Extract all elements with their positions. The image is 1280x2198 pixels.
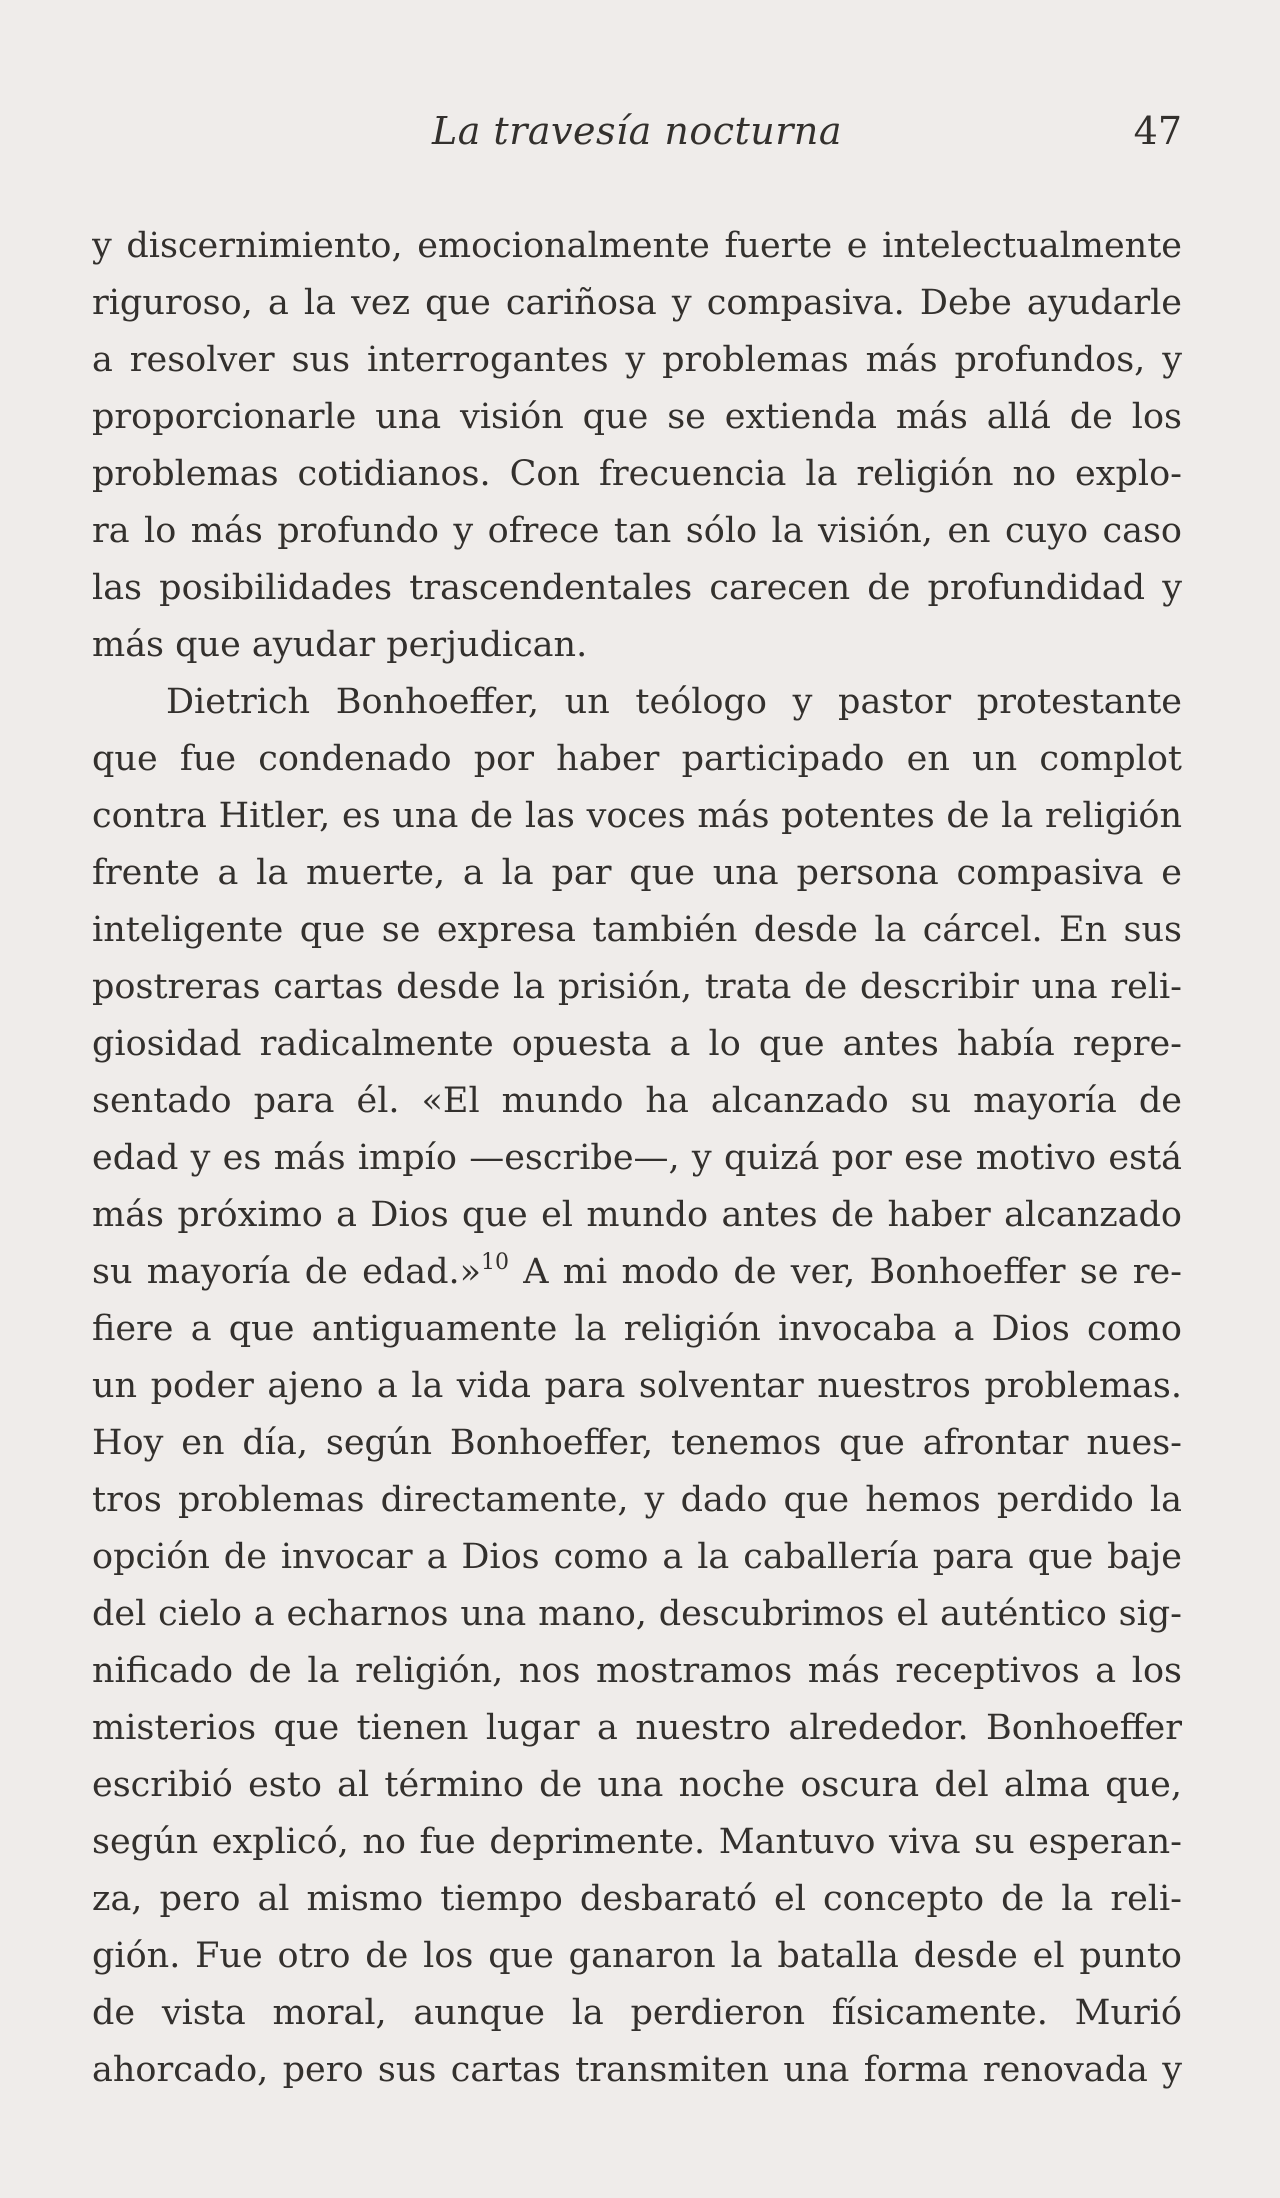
text-line: riguroso, a la vez que cariñosa y compasiva. Debe ayudarle — [92, 283, 1182, 323]
text-line: un poder ajeno a la vida para solventar nuestros problemas. — [92, 1366, 1182, 1406]
text-line: tros problemas directamente, y dado que hemos perdido la — [92, 1480, 1182, 1520]
text-line: de vista moral, aunque la perdieron físicamente. Murió — [92, 1993, 1182, 2033]
text-line: y discernimiento, emocionalmente fuerte e intelectualmente — [92, 226, 1182, 266]
text-line: postreras cartas desde la prisión, trata de describir una reli- — [92, 967, 1182, 1007]
text-line: inteligente que se expresa también desde la cárcel. En sus — [92, 910, 1182, 950]
text-line: del cielo a echarnos una mano, descubrimos el auténtico sig- — [92, 1594, 1182, 1634]
note-line-after: A mi modo de ver, Bonhoeffer se re- — [509, 1252, 1182, 1292]
text-line: ahorcado, pero sus cartas transmiten una forma renovada y — [92, 2050, 1182, 2090]
text-line: za, pero al mismo tiempo desbarató el concepto de la reli- — [92, 1879, 1182, 1919]
text-line: Hoy en día, según Bonhoeffer, tenemos que afrontar nues- — [92, 1423, 1182, 1463]
text-line: más próximo a Dios que el mundo antes de haber alcanzado — [92, 1195, 1182, 1235]
text-line: que fue condenado por haber participado en un complot — [92, 739, 1182, 779]
text-line: frente a la muerte, a la par que una persona compasiva e — [92, 853, 1182, 893]
text-line: contra Hitler, es una de las voces más potentes de la religión — [92, 796, 1182, 836]
footnote-reference: 10 — [481, 1250, 510, 1275]
text-line: nificado de la religión, nos mostramos más receptivos a los — [92, 1651, 1182, 1691]
text-line: proporcionarle una visión que se extienda más allá de los — [92, 397, 1182, 437]
text-line: ra lo más profundo y ofrece tan sólo la visión, en cuyo caso — [92, 511, 1182, 551]
text-line: problemas cotidianos. Con frecuencia la religión no explo- — [92, 454, 1182, 494]
note-line-before: su mayoría de edad.» — [92, 1252, 482, 1292]
paragraph-1 — [92, 218, 1182, 674]
text-line: misterios que tienen lugar a nuestro alrededor. Bonhoeffer — [92, 1708, 1182, 1748]
body-text — [92, 218, 1182, 2099]
text-line: a resolver sus interrogantes y problemas más profundos, y — [92, 340, 1182, 380]
text-line: giosidad radicalmente opuesta a lo que antes había repre- — [92, 1024, 1182, 1064]
page-number: 47 — [1133, 109, 1182, 153]
running-head — [92, 106, 1182, 156]
text-line: opción de invocar a Dios como a la caballería para que baje — [92, 1537, 1182, 1577]
text-line: las posibilidades trascendentales carecen de profundidad y — [92, 568, 1182, 608]
text-line: escribió esto al término de una noche oscura del alma que, — [92, 1765, 1182, 1805]
text-line: edad y es más impío —escribe—, y quizá por ese motivo está — [92, 1138, 1182, 1178]
text-line: fiere a que antiguamente la religión invocaba a Dios como — [92, 1309, 1182, 1349]
text-line: Dietrich Bonhoeffer, un teólogo y pastor protestante — [166, 682, 1182, 722]
text-line-with-note — [92, 1244, 1182, 1301]
paragraph-2 — [92, 674, 1182, 2099]
text-line: más que ayudar perjudican. — [92, 625, 588, 665]
text-line: según explicó, no fue deprimente. Mantuvo viva su esperan- — [92, 1822, 1182, 1862]
running-title: La travesía nocturna — [431, 109, 843, 153]
note-line-content — [92, 1252, 1182, 1292]
text-line: sentado para él. «El mundo ha alcanzado su mayoría de — [92, 1081, 1182, 1121]
text-line: gión. Fue otro de los que ganaron la batalla desde el punto — [92, 1936, 1182, 1976]
